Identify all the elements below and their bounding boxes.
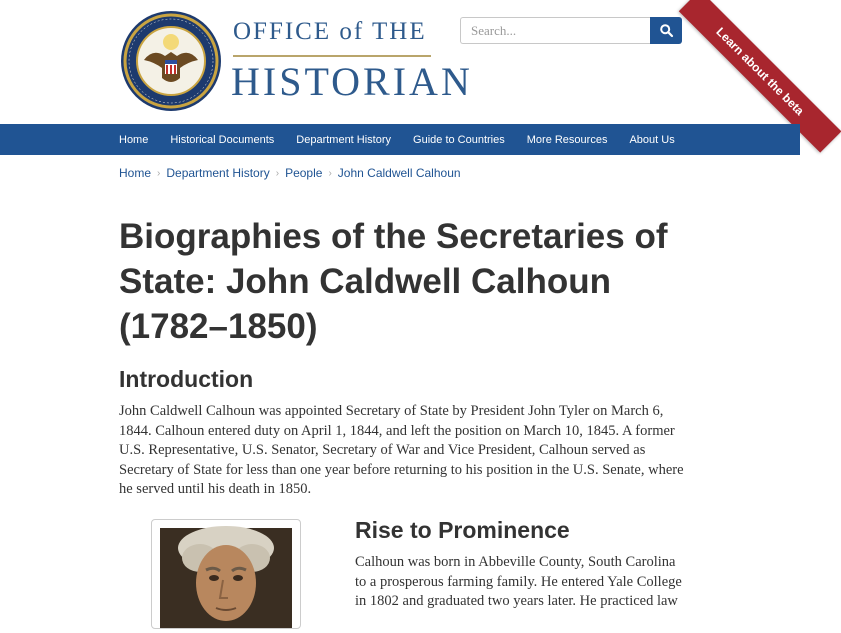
site-header <box>0 0 807 124</box>
calhoun-portrait-image <box>160 528 292 628</box>
main-navbar <box>0 124 800 155</box>
search-input[interactable] <box>460 17 651 44</box>
breadcrumb-current-page[interactable]: John Caldwell Calhoun <box>337 166 461 180</box>
rise-to-prominence-heading: Rise to Prominence <box>355 517 570 543</box>
logo-divider <box>233 55 431 57</box>
learn-about-beta-ribbon[interactable]: Learn about the beta <box>679 0 841 153</box>
breadcrumb-home[interactable]: Home <box>119 166 152 180</box>
nav-item-historical-documents[interactable]: Historical Documents <box>170 133 275 146</box>
introduction-paragraph: John Caldwell Calhoun was appointed Secretary of State by President John Tyler on March 6, 1844. Calhoun entered duty on April 1, 1844, and left the position on March 10, 1845. A former U.S. Representative, U.S. Senator, Secretary of War and Vice President, Calhoun served as Secretary of State for less than one year before returning to his position in the U.S. Senate, where he served until his death in 1850. <box>119 403 684 498</box>
breadcrumb-department-history[interactable]: Department History <box>166 166 270 180</box>
department-of-state-seal-logo[interactable] <box>120 10 222 112</box>
beta-ribbon-corner <box>670 0 807 130</box>
introduction-heading: Introduction <box>119 366 254 392</box>
breadcrumb-separator-icon: › <box>157 167 161 179</box>
nav-item-more-resources[interactable]: More Resources <box>526 133 608 146</box>
page-title: Biographies of the Secretaries of State: John Caldwell Calhoun (1782–1850) <box>119 217 668 346</box>
breadcrumb-separator-icon: › <box>328 167 332 179</box>
rise-to-prominence-paragraph: Calhoun was born in Abbeville County, South Carolina to a prosperous farming family. He entered Yale College in 1802 and graduated two years later. He practiced law <box>355 554 682 610</box>
nav-item-home[interactable]: Home <box>119 133 149 146</box>
portrait-thumbnail[interactable] <box>151 519 301 629</box>
nav-item-guide-to-countries[interactable]: Guide to Countries <box>413 133 505 146</box>
breadcrumb <box>119 166 461 180</box>
logo-title-line1[interactable]: OFFICE of THE <box>233 18 427 45</box>
breadcrumb-people[interactable]: People <box>285 166 323 180</box>
nav-item-about-us[interactable]: About Us <box>629 133 675 146</box>
nav-item-department-history[interactable]: Department History <box>296 133 392 146</box>
breadcrumb-separator-icon: › <box>275 167 280 179</box>
logo-title-line2[interactable]: HISTORIAN <box>231 59 473 104</box>
